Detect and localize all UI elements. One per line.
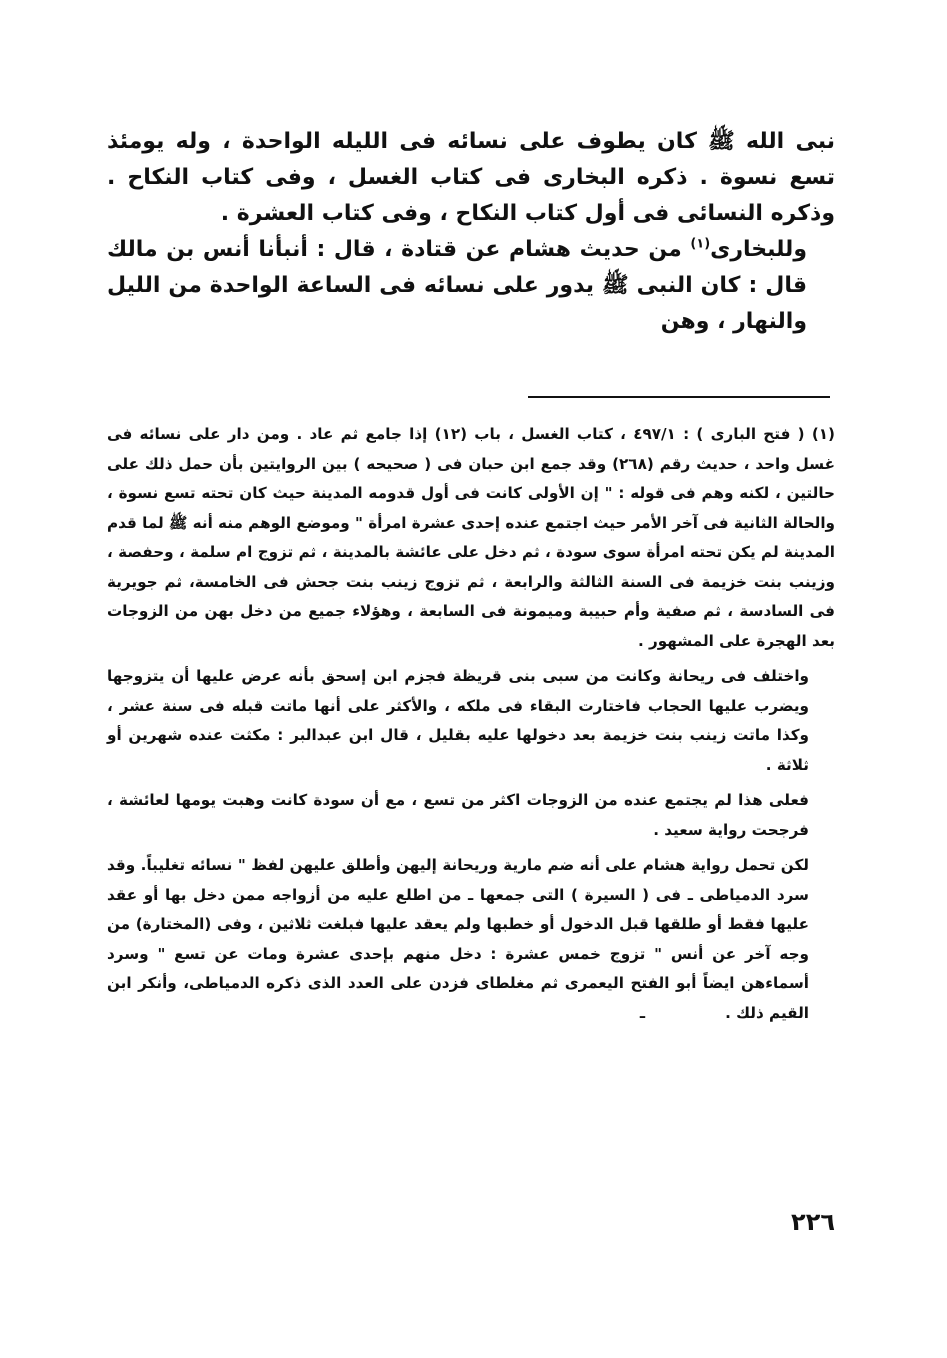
paragraph-2-start: وللبخارى: [710, 237, 807, 262]
paragraph-2: [107, 232, 835, 340]
footnotes: [107, 420, 835, 1034]
footnote-paragraph-3: فعلى هذا لم يجتمع عنده من الزوجات اكثر من تسع ، مع أن سودة كانت وهبت يومها لعائشة ، فرجحت رواية سعيد .: [107, 791, 809, 839]
paragraph-2-rest: من حديث هشام عن قتادة ، قال : أنبأنا أنس بن مالك قال : كان النبى ﷺ يدور على نسائه فى الساعة الواحدة من الليل والنهار ، وهن: [107, 237, 807, 334]
main-text: [107, 124, 835, 340]
page-number: ٢٢٦: [791, 1208, 835, 1236]
end-mark: ـ: [639, 1003, 646, 1022]
footnote-paragraph-2: واختلف فى ريحانة وكانت من سبى بنى قريظة فجزم ابن إسحق بأنه عرض عليها أن يتزوجها ويضرب عليها الحجاب فاختارت البقاء فى ملكه ، والأكثر على أنها ماتت قبله فى سنة عشر ، وكذا ماتت زينب بنت خزيمة بعد دخولها عليه بقليل ، قال ابن عبدالبر : مكثت عنده شهرين أو ثلاثة .: [107, 667, 809, 774]
footnote-reference[interactable]: (١): [690, 236, 711, 252]
footnote-paragraph-4-text: لكن تحمل رواية هشام على أنه ضم مارية وريحانة إليهن وأطلق عليهن لفظ " نسائه تغليباً. وقد سرد الدمياطى ـ فى ( السيرة ) التى جمعها ـ من اطلع عليه من أزواجه ممن دخل بها أو عقد عليها فقط أو طلقها قبل الدخول أو خطبها ولم يعقد عليها فبلغت ثلاثين ، وفى (المختارة) من وجه آخر عن أنس " تزوج خمس عشرة : دخل منهم بإحدى عشرة ومات عن تسع " وسرد أسماءهن ايضاً أبو الفتح اليعمرى ثم مغلطاى فزدن على العدد الذى ذكره الدمياطى، وأنكر ابن القيم ذلك .: [107, 856, 809, 1022]
footnote-1: (١) ( فتح البارى ) : ٤٩٧/١ ، كتاب الغسل ، باب (١٢) إذا جامع ثم عاد . ومن دار على نسائه فى غسل واحد ، حديث رقم (٢٦٨) وقد جمع ابن حبان فى ( صحيحه ) بين الروايتين بأن حمل ذلك على حالتين ، لكنه وهم فى قوله : " إن الأولى كانت فى أول قدومه المدينة حيث كان تحته تسع نسوة ، والحالة الثانية فى آخر الأمر حيث اجتمع عنده إحدى عشرة امرأة " وموضع الوهم منه أنه ﷺ لما قدم المدينة لم يكن تحته امرأة سوى سودة ، ثم دخل على عائشة بالمدينة ، ثم تزوج ام سلمة ، وحفصة ، وزينب بنت خزيمة فى السنة الثالثة والرابعة ، ثم تزوج زينب بنت جحش فى الخامسة، ثم جويرية فى السادسة ، ثم صفية وأم حبيبة وميمونة فى السابعة ، وهؤلاء جميع من دخل بهن من الزوجات بعد الهجرة على المشهور .: [107, 425, 836, 650]
footnote-separator: [528, 396, 830, 398]
paragraph-1: نبى الله ﷺ كان يطوف على نسائه فى الليله الواحدة ، وله يومئذ تسع نسوة . ذكره البخارى فى كتاب الغسل ، وفى كتاب النكاح . وذكره النسائى فى أول كتاب النكاح ، وفى كتاب العشرة .: [107, 129, 835, 226]
footnote-paragraph-4: [107, 851, 835, 1028]
